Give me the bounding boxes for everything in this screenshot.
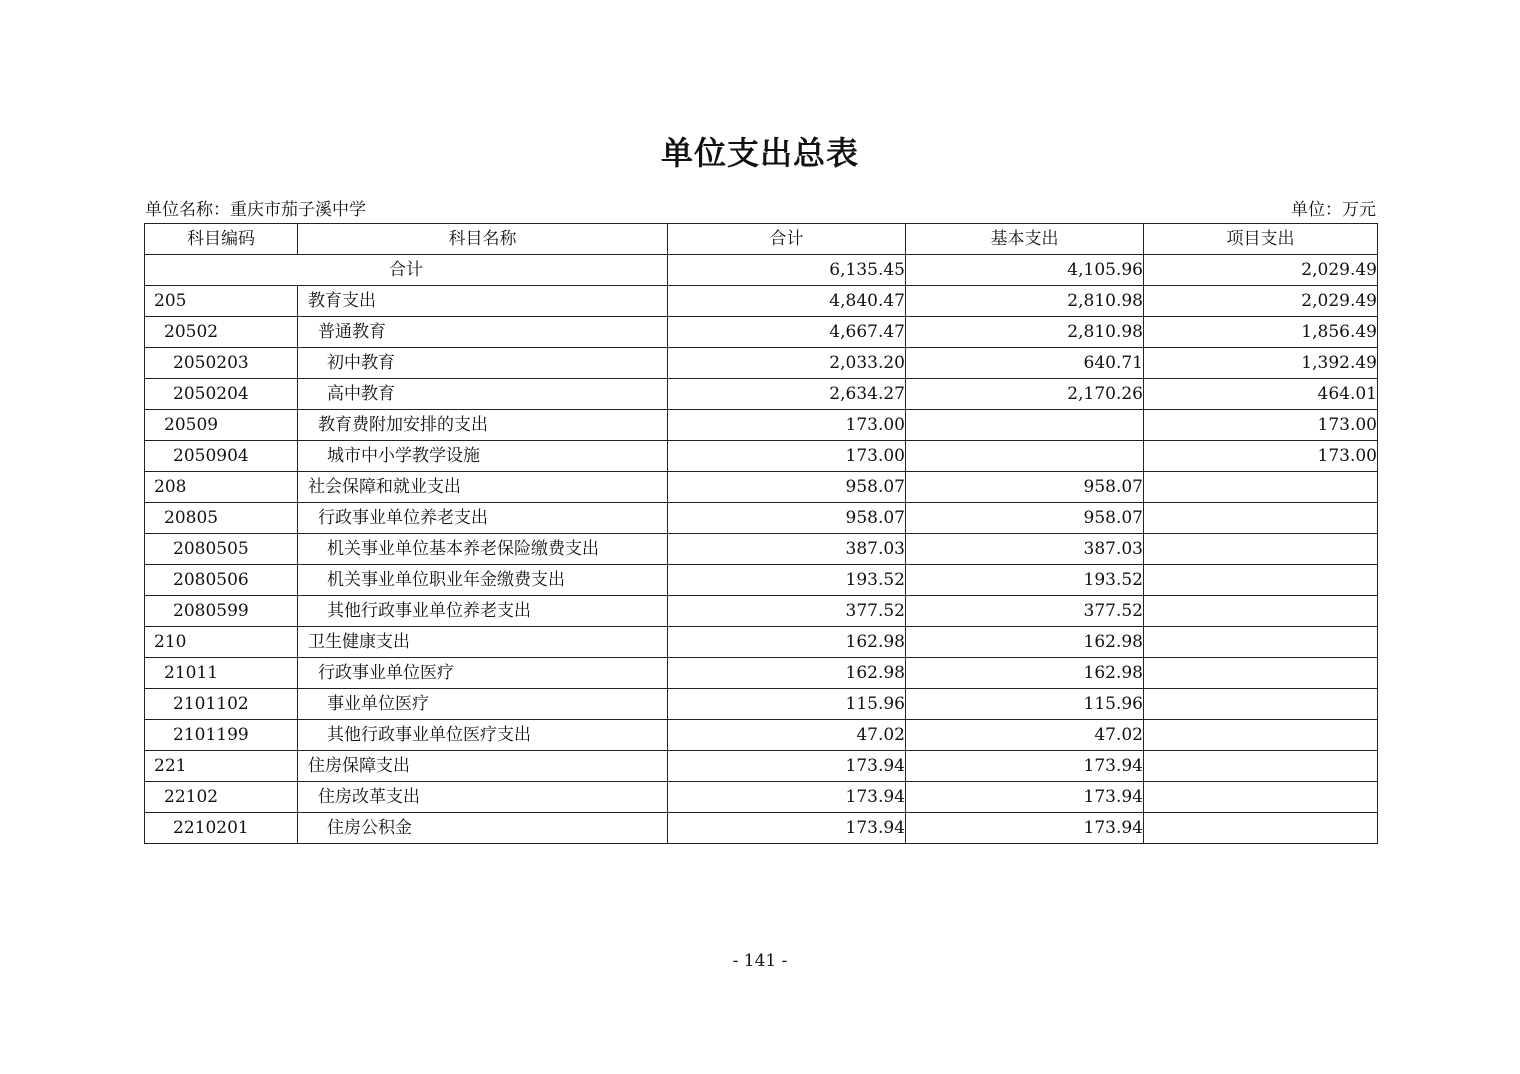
- row-code: 20502: [145, 317, 298, 348]
- row-name: 社会保障和就业支出: [298, 472, 668, 503]
- row-code: 2080506: [145, 565, 298, 596]
- row-basic: 958.07: [906, 503, 1144, 534]
- row-total: 387.03: [668, 534, 906, 565]
- row-basic: 377.52: [906, 596, 1144, 627]
- table-row: [145, 565, 1378, 596]
- table-row: [145, 813, 1378, 844]
- row-total: 115.96: [668, 689, 906, 720]
- page-number: - 141 -: [732, 951, 788, 971]
- unit-name-label: 单位名称：重庆市茄子溪中学: [145, 200, 366, 220]
- table-row: [145, 596, 1378, 627]
- row-total: 2,033.20: [668, 348, 906, 379]
- header-code: 科目编码: [145, 224, 298, 255]
- table-row: [145, 317, 1378, 348]
- row-name: 住房公积金: [298, 813, 668, 844]
- row-project: [1144, 565, 1378, 596]
- table-row: [145, 410, 1378, 441]
- row-total: 377.52: [668, 596, 906, 627]
- row-name: 教育费附加安排的支出: [298, 410, 668, 441]
- table-row: [145, 472, 1378, 503]
- currency-unit-label: 单位：万元: [1291, 200, 1376, 220]
- row-project: [1144, 596, 1378, 627]
- row-code: 20805: [145, 503, 298, 534]
- row-total: 162.98: [668, 658, 906, 689]
- row-name: 事业单位医疗: [298, 689, 668, 720]
- total-total: 6,135.45: [668, 255, 906, 286]
- row-code: 221: [145, 751, 298, 782]
- row-project: [1144, 720, 1378, 751]
- row-project: [1144, 813, 1378, 844]
- row-total: 162.98: [668, 627, 906, 658]
- table-row: [145, 658, 1378, 689]
- row-project: [1144, 534, 1378, 565]
- row-name: 住房改革支出: [298, 782, 668, 813]
- row-name: 住房保障支出: [298, 751, 668, 782]
- row-basic: [906, 410, 1144, 441]
- header-total: 合计: [668, 224, 906, 255]
- header-project: 项目支出: [1144, 224, 1378, 255]
- row-project: [1144, 658, 1378, 689]
- row-total: 173.94: [668, 813, 906, 844]
- row-total: 4,667.47: [668, 317, 906, 348]
- row-total: 173.94: [668, 782, 906, 813]
- row-project: [1144, 627, 1378, 658]
- row-name: 其他行政事业单位养老支出: [298, 596, 668, 627]
- row-total: 173.00: [668, 441, 906, 472]
- row-name: 卫生健康支出: [298, 627, 668, 658]
- page-title: 单位支出总表: [660, 134, 859, 172]
- total-project: 2,029.49: [1144, 255, 1378, 286]
- row-basic: 173.94: [906, 751, 1144, 782]
- row-name: 行政事业单位养老支出: [298, 503, 668, 534]
- row-name: 行政事业单位医疗: [298, 658, 668, 689]
- row-code: 2101199: [145, 720, 298, 751]
- table-header-row: [145, 224, 1378, 255]
- row-code: 2210201: [145, 813, 298, 844]
- header-basic: 基本支出: [906, 224, 1144, 255]
- row-project: [1144, 472, 1378, 503]
- header-name: 科目名称: [298, 224, 668, 255]
- row-basic: [906, 441, 1144, 472]
- total-row: [145, 255, 1378, 286]
- row-project: [1144, 503, 1378, 534]
- row-name: 高中教育: [298, 379, 668, 410]
- row-basic: 387.03: [906, 534, 1144, 565]
- row-basic: 2,810.98: [906, 286, 1144, 317]
- table-row: [145, 441, 1378, 472]
- row-total: 958.07: [668, 503, 906, 534]
- row-code: 2050204: [145, 379, 298, 410]
- row-name: 机关事业单位职业年金缴费支出: [298, 565, 668, 596]
- row-basic: 115.96: [906, 689, 1144, 720]
- total-basic: 4,105.96: [906, 255, 1144, 286]
- table-row: [145, 689, 1378, 720]
- row-basic: 162.98: [906, 627, 1144, 658]
- row-total: 47.02: [668, 720, 906, 751]
- table-row: [145, 534, 1378, 565]
- row-total: 173.00: [668, 410, 906, 441]
- table-row: [145, 348, 1378, 379]
- row-code: 22102: [145, 782, 298, 813]
- row-code: 2080505: [145, 534, 298, 565]
- row-project: [1144, 751, 1378, 782]
- expenditure-table: [144, 223, 1378, 844]
- row-code: 2101102: [145, 689, 298, 720]
- row-name: 普通教育: [298, 317, 668, 348]
- row-code: 208: [145, 472, 298, 503]
- table-row: [145, 720, 1378, 751]
- row-basic: 958.07: [906, 472, 1144, 503]
- row-total: 173.94: [668, 751, 906, 782]
- row-total: 4,840.47: [668, 286, 906, 317]
- row-code: 210: [145, 627, 298, 658]
- row-project: 1,856.49: [1144, 317, 1378, 348]
- row-basic: 173.94: [906, 782, 1144, 813]
- row-basic: 193.52: [906, 565, 1144, 596]
- row-project: 173.00: [1144, 410, 1378, 441]
- row-project: [1144, 782, 1378, 813]
- table-row: [145, 503, 1378, 534]
- row-basic: 640.71: [906, 348, 1144, 379]
- row-project: [1144, 689, 1378, 720]
- table-row: [145, 286, 1378, 317]
- row-basic: 173.94: [906, 813, 1144, 844]
- row-name: 其他行政事业单位医疗支出: [298, 720, 668, 751]
- row-total: 2,634.27: [668, 379, 906, 410]
- table-row: [145, 751, 1378, 782]
- row-total: 193.52: [668, 565, 906, 596]
- row-name: 初中教育: [298, 348, 668, 379]
- table-row: [145, 627, 1378, 658]
- row-code: 2050904: [145, 441, 298, 472]
- row-code: 2080599: [145, 596, 298, 627]
- row-code: 21011: [145, 658, 298, 689]
- row-name: 教育支出: [298, 286, 668, 317]
- total-label: 合计: [145, 255, 668, 286]
- row-name: 机关事业单位基本养老保险缴费支出: [298, 534, 668, 565]
- row-project: 173.00: [1144, 441, 1378, 472]
- row-code: 2050203: [145, 348, 298, 379]
- row-basic: 47.02: [906, 720, 1144, 751]
- row-code: 20509: [145, 410, 298, 441]
- row-basic: 2,170.26: [906, 379, 1144, 410]
- row-code: 205: [145, 286, 298, 317]
- table-row: [145, 782, 1378, 813]
- table-row: [145, 379, 1378, 410]
- row-basic: 2,810.98: [906, 317, 1144, 348]
- row-name: 城市中小学教学设施: [298, 441, 668, 472]
- row-total: 958.07: [668, 472, 906, 503]
- row-project: 1,392.49: [1144, 348, 1378, 379]
- row-basic: 162.98: [906, 658, 1144, 689]
- row-project: 2,029.49: [1144, 286, 1378, 317]
- row-project: 464.01: [1144, 379, 1378, 410]
